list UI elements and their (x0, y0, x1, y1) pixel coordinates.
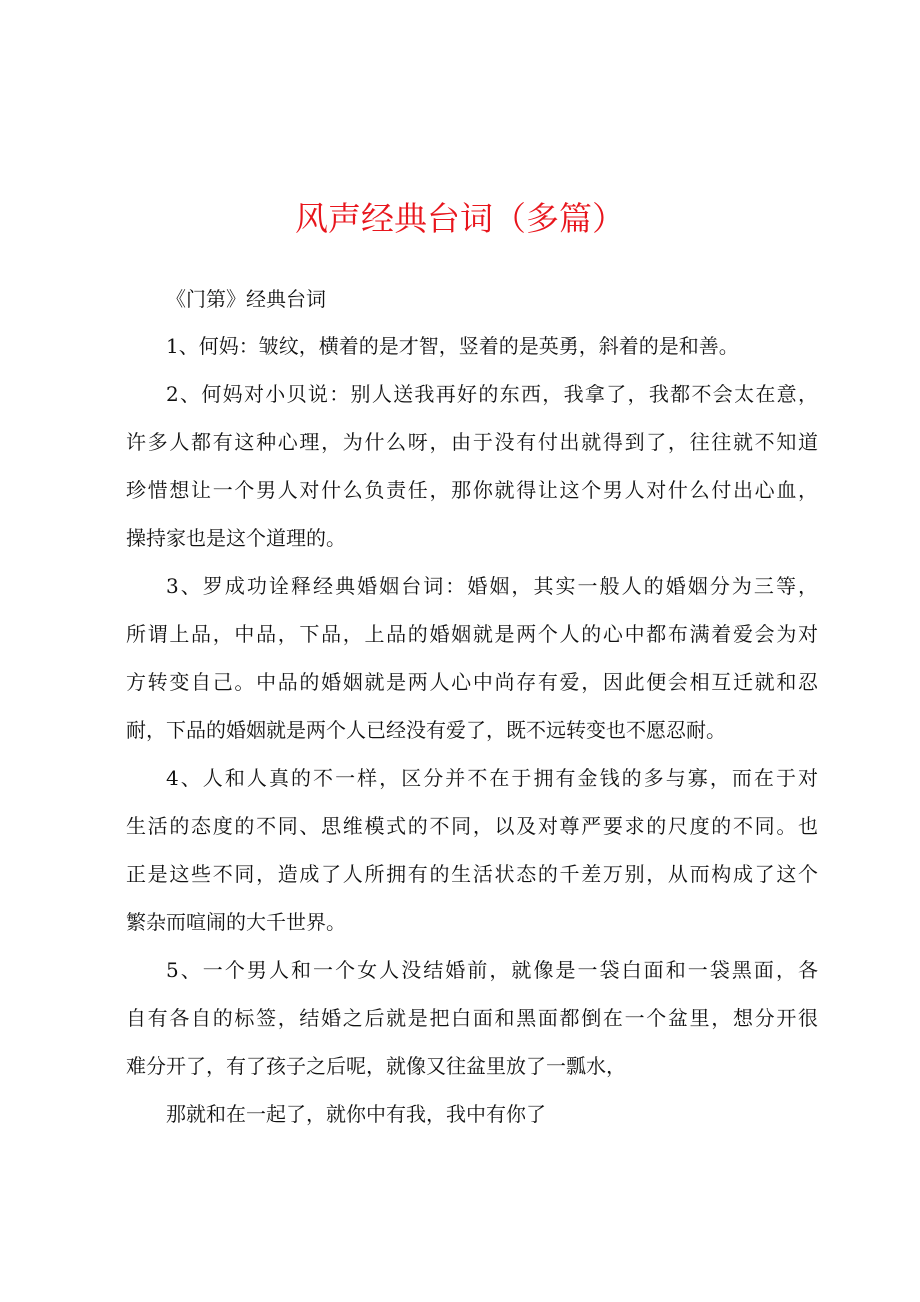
paragraph-1-line-1: 1、何妈：皱纹，横着的是才智，竖着的是英勇，斜着的是和善。 (166, 334, 739, 358)
paragraph-4-line-4: 繁杂而喧闹的大千世界。 (126, 910, 346, 934)
paragraph-2-line-3: 珍惜想让一个男人对什么负责任，那你就得让这个男人对什么付出心血， (126, 478, 818, 502)
paragraph-2-line-1: 2、何妈对小贝说：别人送我再好的东西，我拿了，我都不会太在意， (166, 382, 818, 406)
paragraph-3-line-4: 耐，下品的婚姻就是两个人已经没有爱了，既不远转变也不愿忍耐。 (126, 718, 726, 742)
paragraph-3-line-1: 3、罗成功诠释经典婚姻台词：婚姻，其实一般人的婚姻分为三等， (166, 574, 818, 598)
paragraph-3-line-2: 所谓上品，中品，下品，上品的婚姻就是两个人的心中都布满着爱会为对 (126, 622, 818, 646)
paragraph-4-line-2: 生活的态度的不同、思维模式的不同，以及对尊严要求的尺度的不同。也 (126, 814, 818, 838)
paragraph-6-line-1: 那就和在一起了，就你中有我，我中有你了 (166, 1102, 546, 1126)
section-heading: 《门第》经典台词 (166, 287, 326, 311)
paragraph-2-line-4: 操持家也是这个道理的。 (126, 526, 346, 550)
paragraph-2-line-2: 许多人都有这种心理，为什么呀，由于没有付出就得到了，往往就不知道 (126, 430, 818, 454)
paragraph-3-line-3: 方转变自己。中品的婚姻就是两人心中尚存有爱，因此便会相互迁就和忍 (126, 670, 818, 694)
paragraph-5-line-1: 5、一个男人和一个女人没结婚前，就像是一袋白面和一袋黑面，各 (166, 958, 818, 982)
paragraph-5-line-3: 难分开了，有了孩子之后呢，就像又往盆里放了一瓢水， (126, 1054, 626, 1078)
paragraph-4-line-3: 正是这些不同，造成了人所拥有的生活状态的千差万别，从而构成了这个 (126, 862, 818, 886)
paragraph-4-line-1: 4、人和人真的不一样，区分并不在于拥有金钱的多与寡，而在于对 (166, 766, 818, 790)
paragraph-5-line-2: 自有各自的标签，结婚之后就是把白面和黑面都倒在一个盆里，想分开很 (126, 1006, 818, 1030)
document-title: 风声经典台词（多篇） (295, 199, 625, 238)
